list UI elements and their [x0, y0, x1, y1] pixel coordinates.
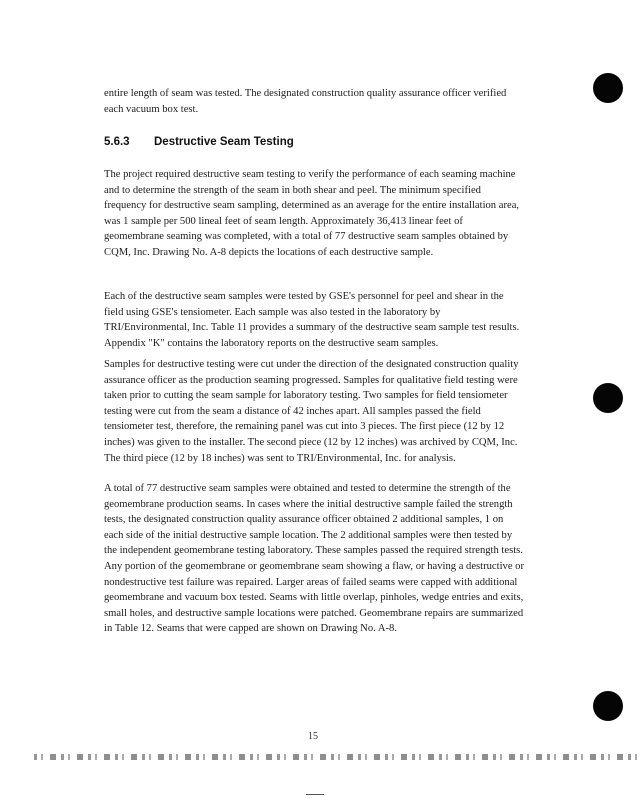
intro-paragraph: entire length of seam was tested. The designated construction quality assurance officer verified each vacuum box test. — [104, 88, 507, 115]
page-number: 15 — [308, 731, 318, 742]
binder-hole-bottom — [593, 691, 623, 721]
section-number: 5.6.3 — [104, 136, 130, 148]
paragraph-destructive-requirements: The project required destructive seam testing to verify the performance of each seaming machine and to determine the strength of the seam in both shear and peel. The minimum specified frequency for destructive seam sampling, determined as an average for the entire installation area, was 1 sample per 500 lineal feet of seam length. Approximately 36,413 linear feet of geomembrane seaming was completed, with a total of 77 destructive seam samples obtained by CQM, Inc. Drawing No. A-8 depicts the locations of each destructive sample. — [104, 169, 520, 258]
binder-hole-middle — [593, 383, 623, 413]
binder-hole-top — [593, 73, 623, 103]
section-heading — [104, 136, 294, 148]
scan-artifact-strip — [34, 754, 639, 760]
scan-artifact-mark — [306, 794, 324, 795]
paragraph-sample-results: A total of 77 destructive seam samples were obtained and tested to determine the strength of the geomembrane production seams. In cases where the initial destructive sample failed the strength tests, the designated construction quality assurance officer obtained 2 additional samples, 1 on each side of the initial destructive sample location. The 2 additional samples were then tested by the independent geomembrane testing laboratory. These samples passed the required strength tests. Any portion of the geomembrane or geomembrane seam showing a flaw, or having a destructive or nondestructive test failure was repaired. Larger areas of failed seams were capped with additional geomembrane and vacuum box tested. Seams with little overlap, pinholes, wedge entries and exits, small holes, and destructive sample locations were patched. Geomembrane repairs are summarized in Table 12. Seams that were capped are shown on Drawing No. A-8. — [104, 483, 524, 635]
section-title: Destructive Seam Testing — [154, 136, 294, 148]
paragraph-field-testing: Each of the destructive seam samples were tested by GSE's personnel for peel and shear in the field using GSE's tensiometer. Each sample was also tested in the laboratory by TRI/Environmental, Inc. Table 11 provides a summary of the destructive seam sample test results. Appendix "K" contains the laboratory reports on the destructive seam samples. — [104, 291, 520, 349]
paragraph-sample-cutting: Samples for destructive testing were cut under the direction of the designated construction quality assurance officer as the production seaming progressed. Samples for qualitative field testing were taken prior to cutting the seam sample for laboratory testing. Two samples for field tensiometer testing were cut from the seam a distance of 42 inches apart. All samples passed the field tensiometer test, therefore, the remaining panel was cut into 3 pieces. The first piece (12 by 12 inches) was given to the installer. The second piece (12 by 12 inches) was archived by CQM, Inc. The third piece (12 by 18 inches) was sent to TRI/Environmental, Inc. for analysis. — [104, 359, 519, 464]
